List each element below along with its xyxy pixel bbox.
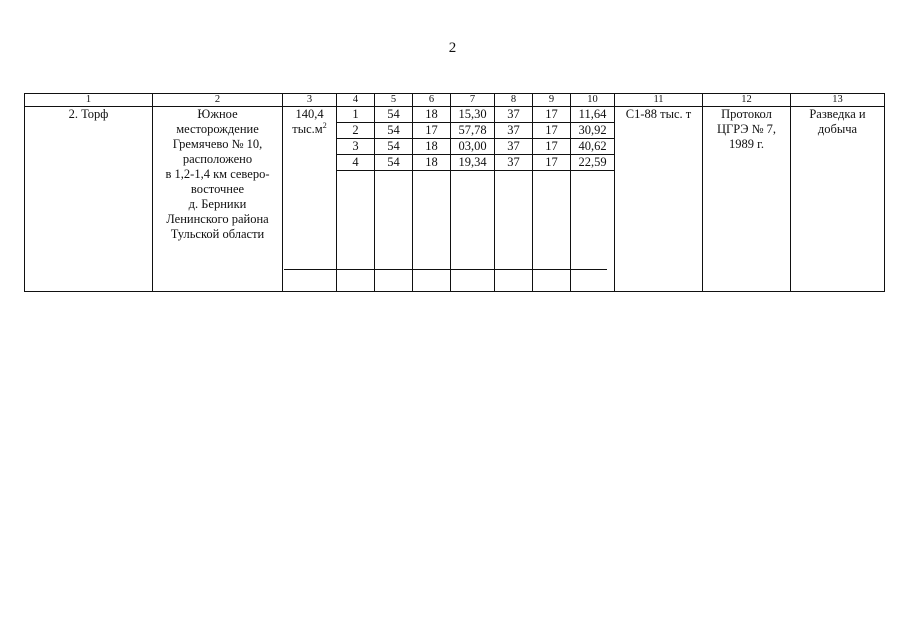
lon-degrees: 37 bbox=[495, 107, 533, 123]
deposit-cell: Южное месторождение Гремячево № 10, расположено в 1,2-1,4 км северо- восточнее д. Берники Ленинского района Тульской области bbox=[153, 107, 283, 292]
lat-seconds: 19,34 bbox=[451, 155, 495, 171]
lat-minutes: 18 bbox=[413, 139, 451, 155]
lon-seconds: 11,64 bbox=[571, 107, 615, 123]
purpose-cell: Разведка и добыча bbox=[791, 107, 885, 292]
empty-cell bbox=[337, 171, 375, 292]
lon-minutes: 17 bbox=[533, 155, 571, 171]
reserves-cell: С1-88 тыс. т bbox=[615, 107, 703, 292]
column-header: 5 bbox=[375, 94, 413, 107]
empty-cell bbox=[495, 171, 533, 292]
lat-seconds: 03,00 bbox=[451, 139, 495, 155]
empty-cell bbox=[533, 171, 571, 292]
lat-degrees: 54 bbox=[375, 123, 413, 139]
area-unit-superscript: 2 bbox=[322, 120, 327, 130]
area-value: 140,4 bbox=[295, 107, 324, 121]
column-header: 2 bbox=[153, 94, 283, 107]
lat-degrees: 54 bbox=[375, 155, 413, 171]
lon-seconds: 40,62 bbox=[571, 139, 615, 155]
area-cell bbox=[283, 107, 337, 292]
lon-minutes: 17 bbox=[533, 139, 571, 155]
resource-cell: 2. Торф bbox=[25, 107, 153, 292]
lon-seconds: 30,92 bbox=[571, 123, 615, 139]
lat-seconds: 57,78 bbox=[451, 123, 495, 139]
registry-table bbox=[24, 93, 885, 292]
point-number: 2 bbox=[337, 123, 375, 139]
end-divider-line bbox=[284, 269, 607, 270]
column-header: 6 bbox=[413, 94, 451, 107]
table-row bbox=[25, 107, 885, 123]
lon-degrees: 37 bbox=[495, 139, 533, 155]
lon-degrees: 37 bbox=[495, 155, 533, 171]
lat-minutes: 18 bbox=[413, 107, 451, 123]
table-header-row bbox=[25, 94, 885, 107]
area-unit: тыс.м bbox=[292, 122, 323, 136]
lon-degrees: 37 bbox=[495, 123, 533, 139]
lat-minutes: 17 bbox=[413, 123, 451, 139]
column-header: 3 bbox=[283, 94, 337, 107]
point-number: 1 bbox=[337, 107, 375, 123]
lon-minutes: 17 bbox=[533, 107, 571, 123]
column-header: 1 bbox=[25, 94, 153, 107]
page-number: 2 bbox=[448, 40, 457, 56]
point-number: 4 bbox=[337, 155, 375, 171]
column-header: 10 bbox=[571, 94, 615, 107]
empty-cell bbox=[571, 171, 615, 292]
column-header: 7 bbox=[451, 94, 495, 107]
column-header: 11 bbox=[615, 94, 703, 107]
lon-seconds: 22,59 bbox=[571, 155, 615, 171]
lat-degrees: 54 bbox=[375, 107, 413, 123]
empty-cell bbox=[413, 171, 451, 292]
lat-degrees: 54 bbox=[375, 139, 413, 155]
empty-cell bbox=[375, 171, 413, 292]
empty-cell bbox=[451, 171, 495, 292]
column-header: 4 bbox=[337, 94, 375, 107]
point-number: 3 bbox=[337, 139, 375, 155]
protocol-cell: Протокол ЦГРЭ № 7, 1989 г. bbox=[703, 107, 791, 292]
column-header: 8 bbox=[495, 94, 533, 107]
column-header: 9 bbox=[533, 94, 571, 107]
lat-minutes: 18 bbox=[413, 155, 451, 171]
lat-seconds: 15,30 bbox=[451, 107, 495, 123]
column-header: 13 bbox=[791, 94, 885, 107]
lon-minutes: 17 bbox=[533, 123, 571, 139]
column-header: 12 bbox=[703, 94, 791, 107]
